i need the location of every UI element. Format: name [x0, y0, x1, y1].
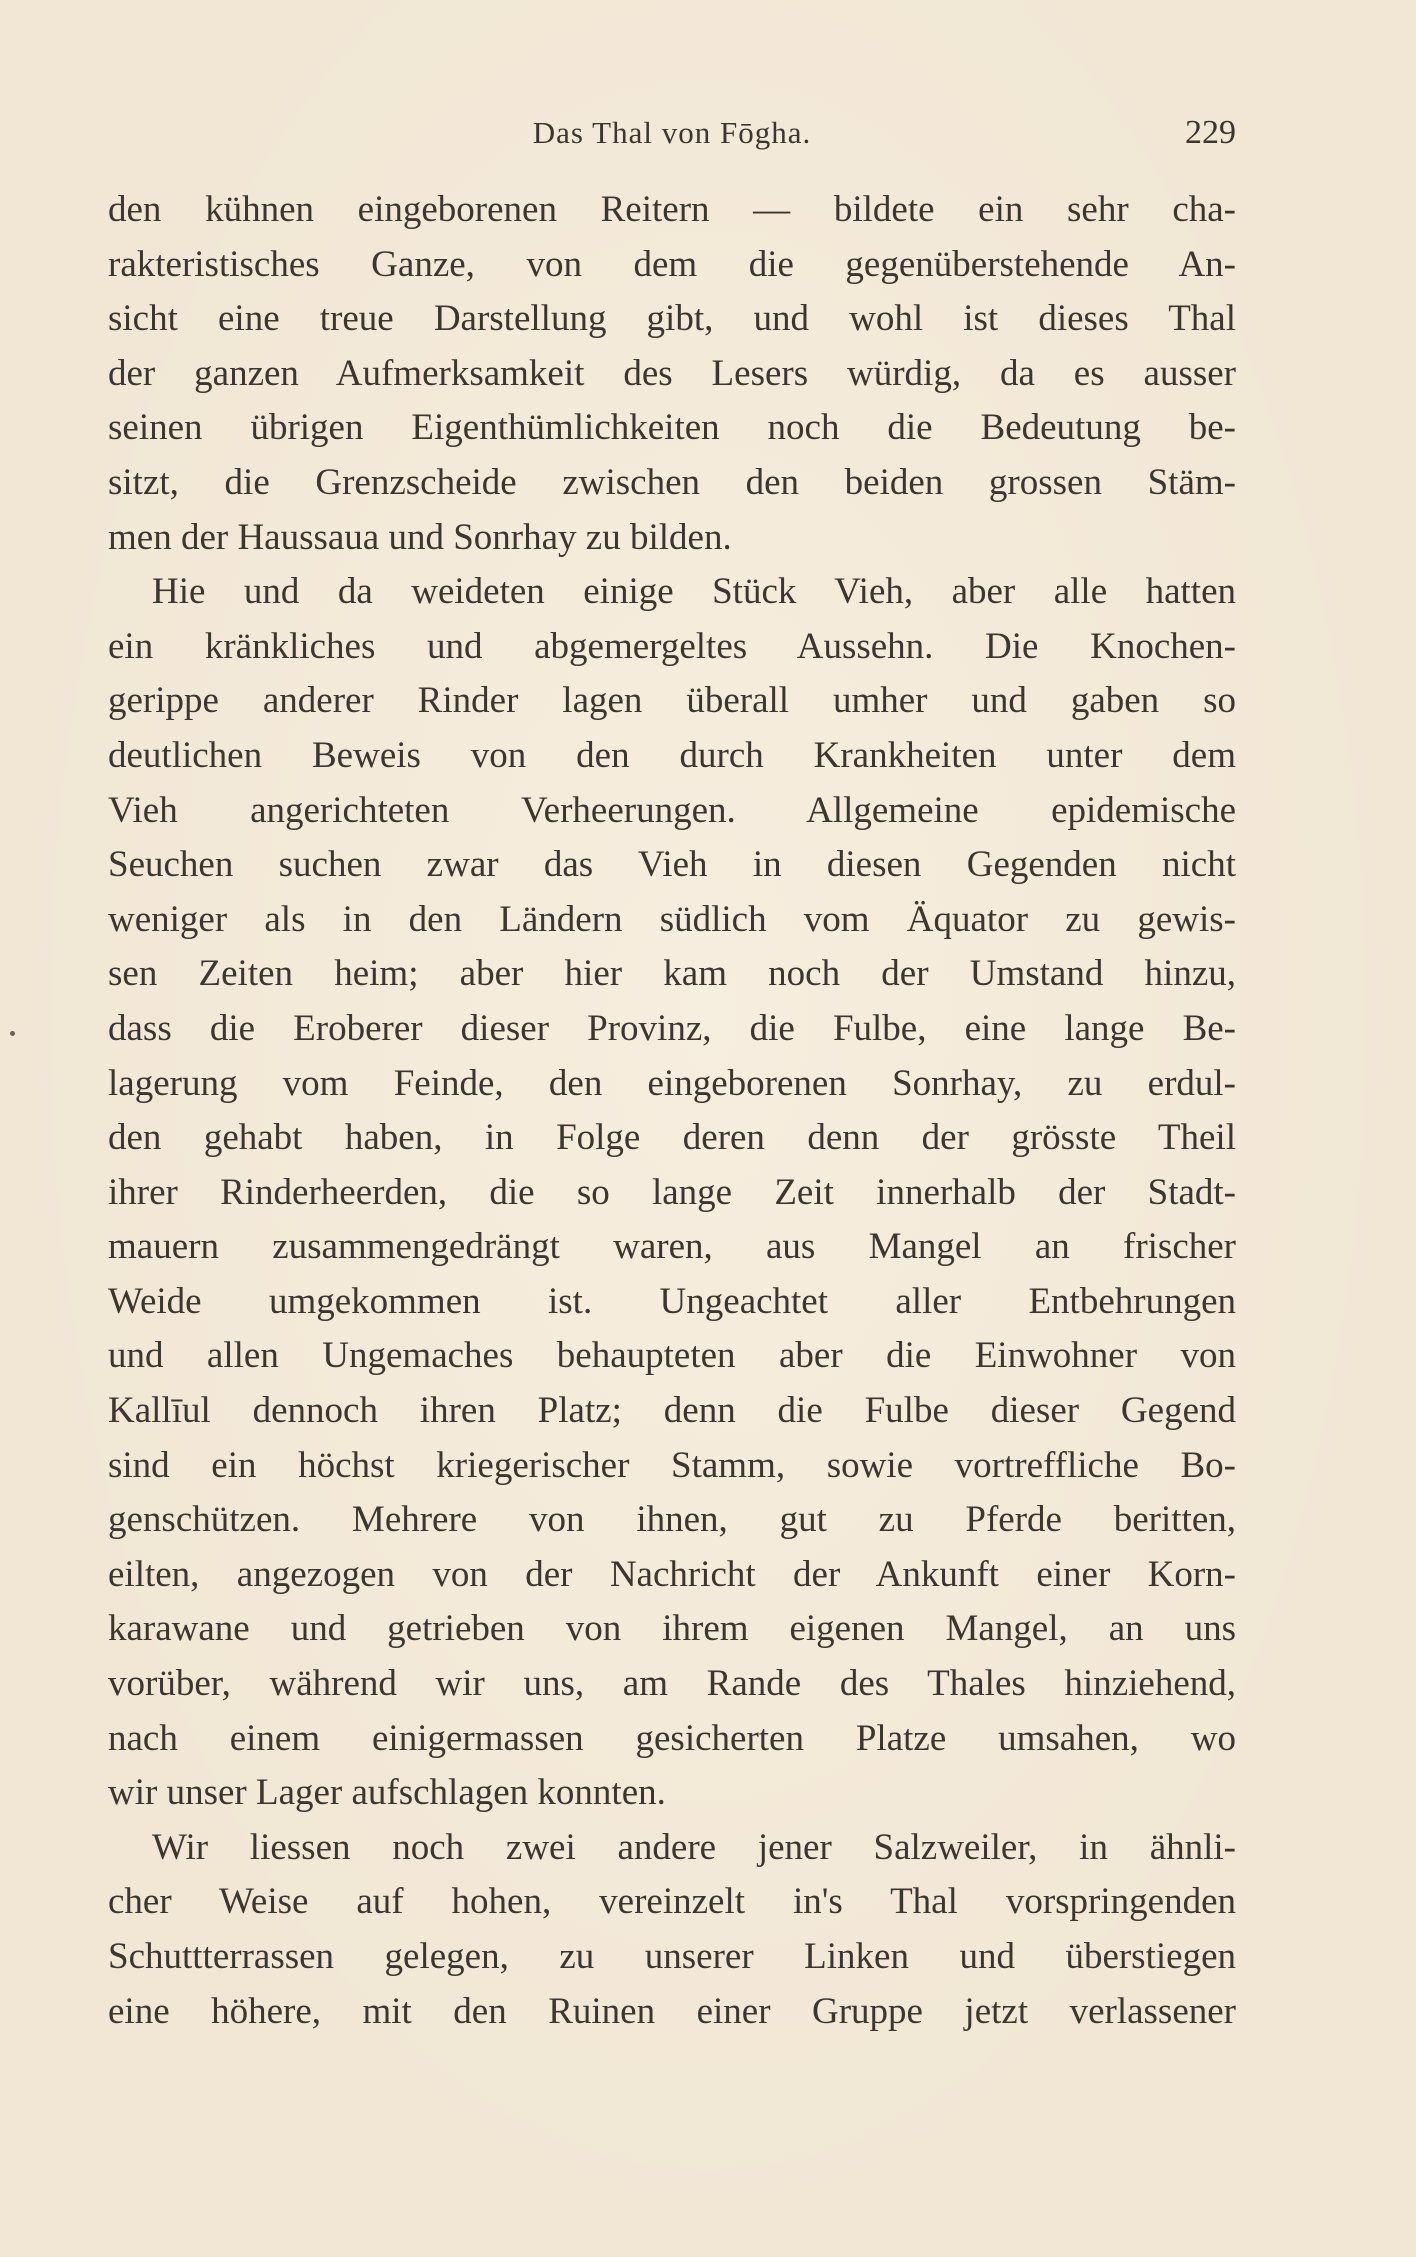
- text-line: wir unser Lager aufschlagen konnten.: [108, 1772, 666, 1814]
- text-line: eilten, angezogen von der Nachricht der Ankunft einer Korn-: [108, 1553, 1236, 1595]
- text-line: karawane und getrieben von ihrem eigenen Mangel, an uns: [108, 1608, 1236, 1650]
- text-line: den gehabt haben, in Folge deren denn der grösste Theil: [108, 1117, 1236, 1159]
- text-line: Weide umgekommen ist. Ungeachtet aller Entbehrungen: [108, 1280, 1236, 1322]
- text-line: sind ein höchst kriegerischer Stamm, sowie vortreffliche Bo-: [108, 1444, 1236, 1486]
- text-line: sicht eine treue Darstellung gibt, und wohl ist dieses Thal: [108, 298, 1236, 340]
- text-line: lagerung vom Feinde, den eingeborenen Sonrhay, zu erdul-: [108, 1062, 1236, 1104]
- text-line: nach einem einigermassen gesicherten Platze umsahen, wo: [108, 1717, 1236, 1759]
- text-line: genschützen. Mehrere von ihnen, gut zu Pferde beritten,: [108, 1499, 1236, 1541]
- running-head: [108, 108, 1236, 158]
- text-line: ein kränkliches und abgemergeltes Aussehn. Die Knochen-: [108, 625, 1236, 667]
- text-line: und allen Ungemaches behaupteten aber die Einwohner von: [108, 1335, 1236, 1377]
- text-line: mauern zusammengedrängt waren, aus Mangel an frischer: [108, 1226, 1236, 1268]
- text-line: deutlichen Beweis von den durch Krankheiten unter dem: [108, 734, 1236, 776]
- text-line: sitzt, die Grenzscheide zwischen den beiden grossen Stäm-: [108, 461, 1236, 503]
- body-text: [108, 183, 1236, 2039]
- text-line: Seuchen suchen zwar das Vieh in diesen Gegenden nicht: [108, 844, 1236, 886]
- text-line: Vieh angerichteten Verheerungen. Allgemeine epidemische: [108, 789, 1236, 831]
- page-number: 229: [1185, 114, 1236, 151]
- running-title: Das Thal von Fōgha.: [532, 115, 812, 150]
- text-line: vorüber, während wir uns, am Rande des Thales hinziehend,: [108, 1663, 1236, 1705]
- text-line: Schuttterrassen gelegen, zu unserer Linken und überstiegen: [108, 1936, 1236, 1977]
- text-line: gerippe anderer Rinder lagen überall umher und gaben so: [108, 680, 1236, 722]
- text-line: Hie und da weideten einige Stück Vieh, aber alle hatten: [152, 571, 1236, 613]
- text-line: Wir liessen noch zwei andere jener Salzweiler, in ähnli-: [152, 1826, 1236, 1868]
- text-line: den kühnen eingeborenen Reitern — bildete ein sehr cha-: [108, 189, 1236, 230]
- text-line: Kallīul dennoch ihren Platz; denn die Fulbe dieser Gegend: [108, 1390, 1236, 1432]
- text-line: seinen übrigen Eigenthümlichkeiten noch die Bedeutung be-: [108, 407, 1236, 449]
- text-line: sen Zeiten heim; aber hier kam noch der Umstand hinzu,: [108, 953, 1236, 995]
- text-line: dass die Eroberer dieser Provinz, die Fulbe, eine lange Be-: [108, 1007, 1236, 1049]
- text-line: cher Weise auf hohen, vereinzelt in's Thal vorspringenden: [108, 1881, 1236, 1923]
- text-line: weniger als in den Ländern südlich vom Äquator zu gewis-: [108, 898, 1236, 940]
- text-line: der ganzen Aufmerksamkeit des Lesers würdig, da es ausser: [108, 352, 1236, 394]
- margin-dot: [10, 1031, 15, 1036]
- text-line: men der Haussaua und Sonrhay zu bilden.: [108, 516, 732, 558]
- text-line: rakteristisches Ganze, von dem die gegenüberstehende An-: [108, 243, 1236, 285]
- text-line: eine höhere, mit den Ruinen einer Gruppe jetzt verlassener: [108, 1990, 1236, 2032]
- text-line: ihrer Rinderheerden, die so lange Zeit innerhalb der Stadt-: [108, 1171, 1236, 1213]
